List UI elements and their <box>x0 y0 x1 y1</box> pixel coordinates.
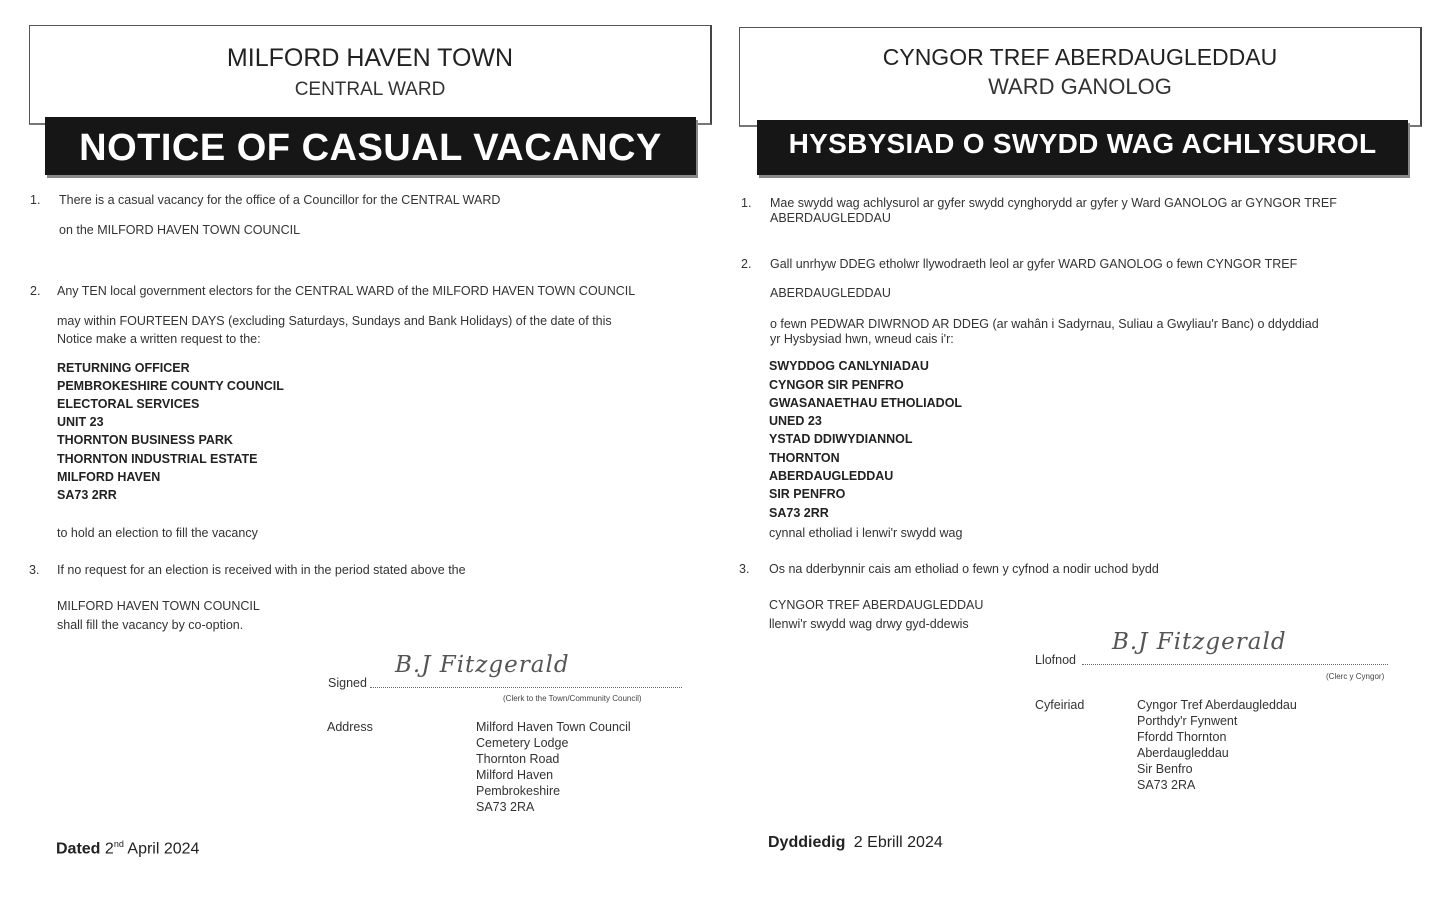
council-address-line: Porthdy'r Fynwent <box>1137 714 1238 728</box>
returning-address-line: SIR PENFRO <box>769 487 846 501</box>
header-title: MILFORD HAVEN TOWN <box>226 44 514 72</box>
returning-address-line: THORNTON <box>769 451 840 465</box>
returning-address-line: MILFORD HAVEN <box>57 470 161 484</box>
returning-address-line: RETURNING OFFICER <box>57 361 190 375</box>
header-subtitle: WARD GANOLOG <box>988 74 1172 99</box>
dated-line <box>56 839 199 858</box>
item2-after: to hold an election to fill the vacancy <box>57 526 258 540</box>
returning-address-line: YSTAD DDIWYDIANNOL <box>769 432 913 446</box>
notice-banner: HYSBYSIAD O SWYDD WAG ACHLYSUROL <box>757 120 1408 175</box>
signed-label: Llofnod <box>1035 653 1077 667</box>
returning-address-line: THORNTON BUSINESS PARK <box>57 433 233 447</box>
returning-address-line: ABERDAUGLEDDAU <box>769 469 894 483</box>
address-label: Cyfeiriad <box>1035 698 1085 712</box>
item2-line2: may within FOURTEEN DAYS (excluding Saturdays, Sundays and Bank Holidays) of the date of this <box>57 314 612 328</box>
dated-value: 2 Ebrill 2024 <box>853 834 943 851</box>
signature-caption: (Clerk to the Town/Community Council) <box>503 694 642 703</box>
header-title: CYNGOR TREF ABERDAUGLEDDAU <box>882 44 1278 70</box>
item2-line1: Any TEN local government electors for the CENTRAL WARD of the MILFORD HAVEN TOWN COUNCIL <box>57 284 636 298</box>
item-number: 3. <box>29 563 40 577</box>
welsh-header-box <box>739 27 1422 127</box>
item-number: 3. <box>739 562 750 576</box>
header-subtitle: CENTRAL WARD <box>294 79 446 100</box>
item-number: 2. <box>30 284 41 298</box>
council-address-line: SA73 2RA <box>1137 778 1196 792</box>
item1-line1: There is a casual vacancy for the office of a Councillor for the CENTRAL WARD <box>59 193 501 207</box>
council-address-line: Thornton Road <box>476 752 560 766</box>
returning-address-line: SWYDDOG CANLYNIADAU <box>769 359 929 373</box>
item2-after: cynnal etholiad i lenwi'r swydd wag <box>769 526 963 540</box>
dated-label: Dated <box>56 840 101 858</box>
item3-line2: CYNGOR TREF ABERDAUGLEDDAU <box>769 598 984 612</box>
dated-line <box>768 834 943 852</box>
dated-suffix: nd <box>113 839 124 849</box>
item-number: 1. <box>741 196 752 210</box>
council-address-line: Milford Haven Town Council <box>476 720 631 734</box>
notice-banner: NOTICE OF CASUAL VACANCY <box>45 117 696 175</box>
item3-line2: MILFORD HAVEN TOWN COUNCIL <box>57 599 260 613</box>
signature-line <box>370 686 682 688</box>
returning-address-line: SA73 2RR <box>57 488 117 502</box>
item3-line1: Os na dderbynnir cais am etholiad o fewn y cyfnod a nodir uchod bydd <box>769 562 1159 576</box>
council-address-line: Milford Haven <box>476 768 554 782</box>
item1-line2: ABERDAUGLEDDAU <box>770 211 891 225</box>
english-header-box <box>29 25 712 125</box>
signature-caption: (Clerc y Cyngor) <box>1326 672 1385 681</box>
item3-line1: If no request for an election is received with in the period stated above the <box>57 563 466 577</box>
item2-line3: o fewn PEDWAR DIWRNOD AR DDEG (ar wahân i Sadyrnau, Suliau a Gwyliau'r Banc) o ddyddiad <box>770 317 1319 331</box>
signature: B.J Fitzgerald <box>1112 629 1287 655</box>
item2-line1: Gall unrhyw DDEG etholwr llywodraeth leol ar gyfer WARD GANOLOG o fewn CYNGOR TREF <box>770 257 1298 271</box>
item2-line3: Notice make a written request to the: <box>57 332 261 346</box>
returning-address-line: UNED 23 <box>769 414 822 428</box>
item1-line2: on the MILFORD HAVEN TOWN COUNCIL <box>59 223 301 237</box>
council-address-line: Cemetery Lodge <box>476 736 569 750</box>
dated-label: Dyddiedig <box>768 834 846 851</box>
signed-label: Signed <box>328 676 367 690</box>
returning-address-line: UNIT 23 <box>57 415 104 429</box>
council-address-line: Cyngor Tref Aberdaugleddau <box>1137 698 1297 712</box>
returning-address-line: PEMBROKESHIRE COUNTY COUNCIL <box>57 379 284 393</box>
returning-address-line: ELECTORAL SERVICES <box>57 397 200 411</box>
council-address-line: Sir Benfro <box>1137 762 1193 776</box>
council-address-line: Aberdaugleddau <box>1137 746 1229 760</box>
council-address-line: Pembrokeshire <box>476 784 561 798</box>
signature-line <box>1082 663 1388 665</box>
dated-day: 2 <box>104 840 114 858</box>
returning-address-line: CYNGOR SIR PENFRO <box>769 378 904 392</box>
item2-line4: yr Hysbysiad hwn, wneud cais i'r: <box>770 332 954 346</box>
item3-line3: llenwi'r swydd wag drwy gyd-ddewis <box>769 617 969 631</box>
returning-address-line: GWASANAETHAU ETHOLIADOL <box>769 396 963 410</box>
dated-month-year: April 2024 <box>127 840 200 858</box>
item-number: 2. <box>741 257 752 271</box>
council-address-line: SA73 2RA <box>476 800 535 814</box>
council-address-line: Ffordd Thornton <box>1137 730 1227 744</box>
item-number: 1. <box>30 193 41 207</box>
address-label: Address <box>327 720 373 734</box>
signature: B.J Fitzgerald <box>395 652 570 678</box>
item1-line1: Mae swydd wag achlysurol ar gyfer swydd cynghorydd ar gyfer y Ward GANOLOG ar GYNGOR TREF <box>770 196 1337 210</box>
returning-address-line: THORNTON INDUSTRIAL ESTATE <box>57 452 258 466</box>
returning-address-line: SA73 2RR <box>769 506 829 520</box>
item3-line3: shall fill the vacancy by co-option. <box>57 618 244 632</box>
item2-line2: ABERDAUGLEDDAU <box>770 286 891 300</box>
